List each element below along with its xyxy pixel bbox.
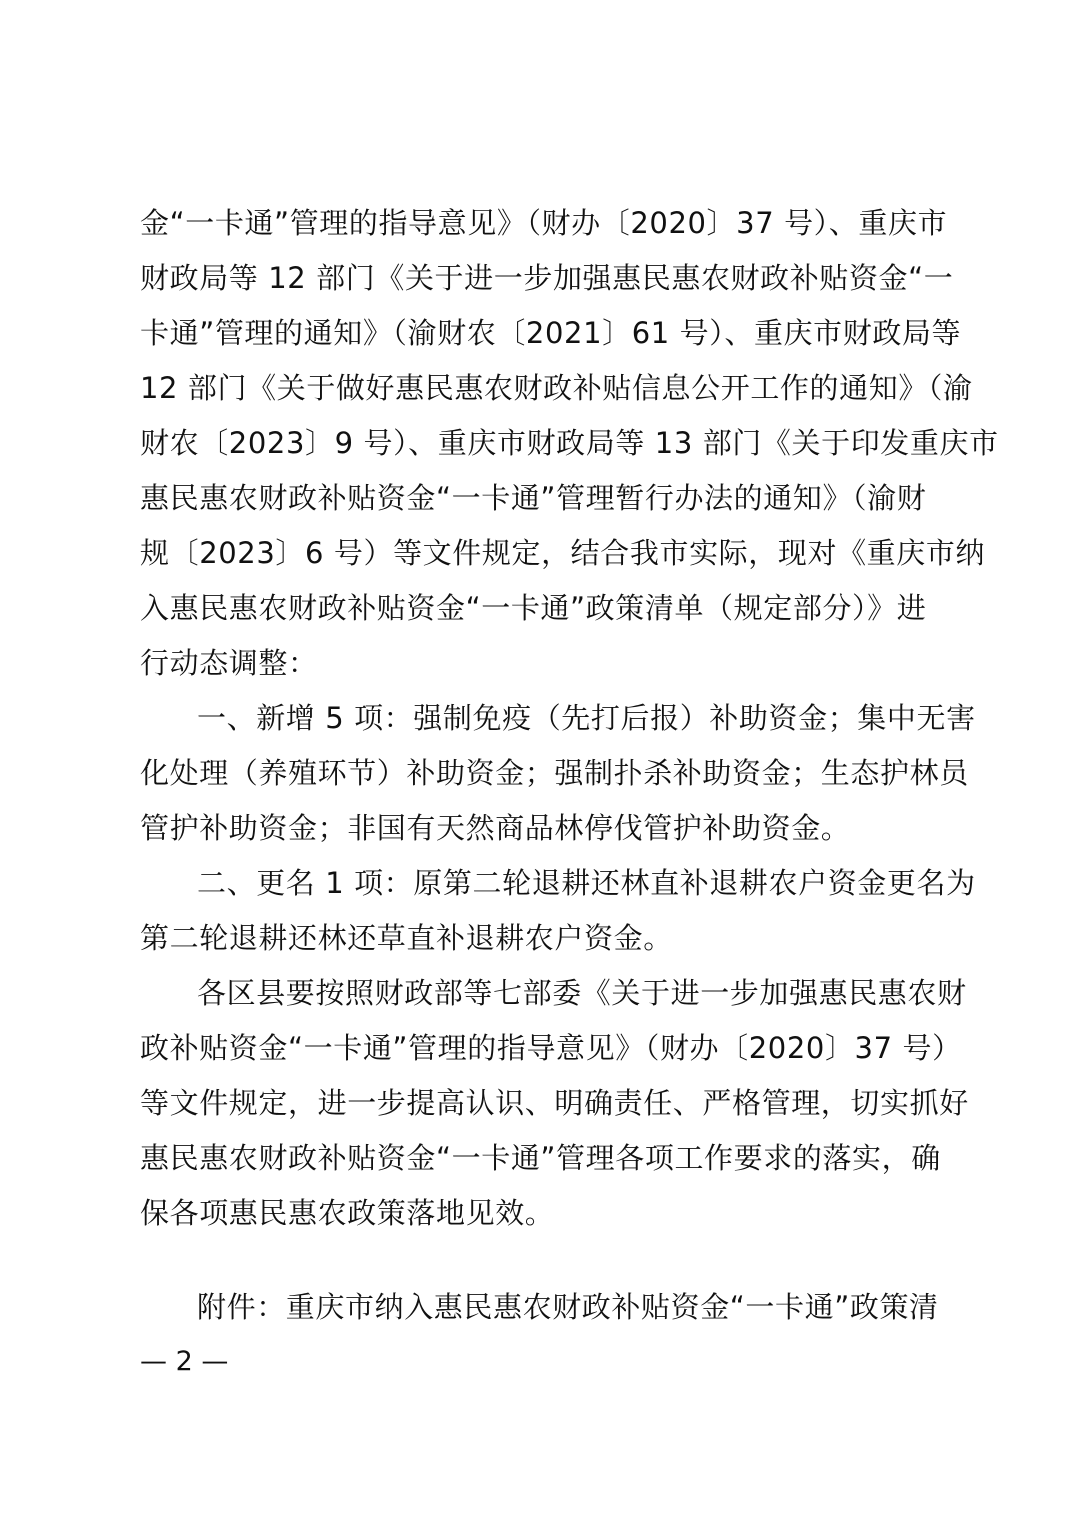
paragraph-line: 惠民惠农财政补贴资金“一卡通”管理各项工作要求的落实，确 <box>140 1141 941 1175</box>
paragraph-line: 行动态调整： <box>140 646 318 680</box>
paragraph-line: 财政局等 12 部门《关于进一步加强惠民惠农财政补贴资金“一 <box>140 261 954 295</box>
paragraph-line: 12 部门《关于做好惠民惠农财政补贴信息公开工作的通知》（渝 <box>140 371 973 405</box>
paragraph-line: 政补贴资金“一卡通”管理的指导意见》（财办〔2020〕37 号） <box>140 1031 962 1065</box>
paragraph-line: 管护补助资金；非国有天然商品林停伐管护补助资金。 <box>140 811 851 845</box>
paragraph-line: 各区县要按照财政部等七部委《关于进一步加强惠民惠农财 <box>197 976 967 1010</box>
page-number: — 2 — <box>140 1346 229 1377</box>
paragraph-line: 规〔2023〕6 号）等文件规定，结合我市实际，现对《重庆市纳 <box>140 536 986 570</box>
paragraph-line: 保各项惠民惠农政策落地见效。 <box>140 1196 555 1230</box>
paragraph-line: 惠民惠农财政补贴资金“一卡通”管理暂行办法的通知》（渝财 <box>140 481 927 515</box>
paragraph-line: 金“一卡通”管理的指导意见》（财办〔2020〕37 号）、重庆市 <box>140 206 948 240</box>
paragraph-line: 等文件规定，进一步提高认识、明确责任、严格管理，切实抓好 <box>140 1086 969 1120</box>
paragraph-line: 一、新增 5 项：强制免疫（先打后报）补助资金；集中无害 <box>197 701 976 735</box>
paragraph-line: 第二轮退耕还林还草直补退耕农户资金。 <box>140 921 673 955</box>
paragraph-line: 入惠民惠农财政补贴资金“一卡通”政策清单（规定部分）》进 <box>140 591 927 625</box>
paragraph-line: 化处理（养殖环节）补助资金；强制扑杀补助资金；生态护林员 <box>140 756 969 790</box>
paragraph-line: 财农〔2023〕9 号）、重庆市财政局等 13 部门《关于印发重庆市 <box>140 426 999 460</box>
paragraph-line: 二、更名 1 项：原第二轮退耕还林直补退耕农户资金更名为 <box>197 866 976 900</box>
attachment-line: 附件：重庆市纳入惠民惠农财政补贴资金“一卡通”政策清 <box>197 1290 939 1324</box>
paragraph-line: 卡通”管理的通知》（渝财农〔2021〕61 号）、重庆市财政局等 <box>140 316 962 350</box>
